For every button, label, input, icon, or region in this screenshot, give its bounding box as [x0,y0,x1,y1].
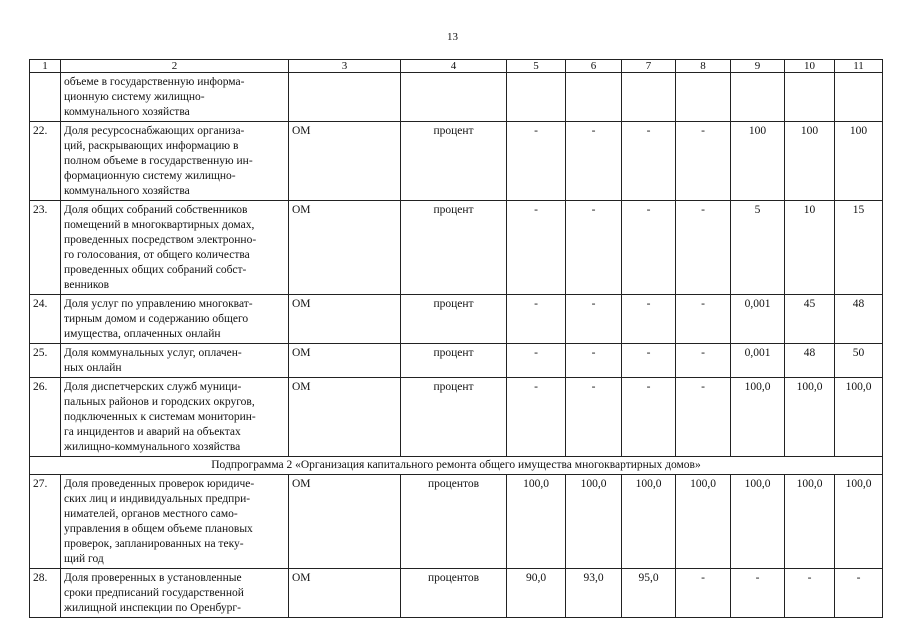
value-cell: - [622,344,676,378]
indicator-type: ОМ [289,122,401,201]
value-cell: - [622,295,676,344]
value-cell: - [566,122,622,201]
unit-cell: процент [401,201,507,295]
column-header: 5 [507,60,566,73]
value-cell: 48 [835,295,883,344]
indicator-name: объеме в государственную информа- ционную систему жилищно- коммунального хозяйства [61,73,289,122]
table-row [30,201,883,295]
indicator-name: Доля диспетчерских служб муници- пальных районов и городских округов, подключенных к системам мониторин- га инцидентов и аварий на объектах жилищно-коммунального хозяйства [61,378,289,457]
value-cell: 100,0 [835,378,883,457]
column-header: 10 [785,60,835,73]
value-cell: - [566,295,622,344]
column-header: 2 [61,60,289,73]
indicator-type: ОМ [289,295,401,344]
value-cell: 100,0 [785,378,835,457]
value-cell [622,73,676,122]
unit-cell: процент [401,122,507,201]
value-cell: 48 [785,344,835,378]
value-cell: - [731,569,785,618]
value-cell: 100,0 [785,475,835,569]
value-cell: 93,0 [566,569,622,618]
page-number: 13 [447,31,458,43]
row-number [30,73,61,122]
unit-cell: процент [401,295,507,344]
column-header: 8 [676,60,731,73]
value-cell: 100 [731,122,785,201]
value-cell: 100 [785,122,835,201]
value-cell: 100,0 [622,475,676,569]
column-header: 9 [731,60,785,73]
value-cell [835,73,883,122]
value-cell: 95,0 [622,569,676,618]
indicator-name: Доля коммунальных услуг, оплачен- ных онлайн [61,344,289,378]
value-cell: - [507,295,566,344]
table-row [30,475,883,569]
indicator-type: ОМ [289,475,401,569]
value-cell: - [785,569,835,618]
indicator-name: Доля услуг по управлению многокват- тирным домом и содержанию общего имущества, оплаченных онлайн [61,295,289,344]
column-header: 7 [622,60,676,73]
column-header: 3 [289,60,401,73]
value-cell: 50 [835,344,883,378]
table-row [30,378,883,457]
value-cell: - [676,344,731,378]
value-cell: - [566,344,622,378]
value-cell: 100,0 [731,475,785,569]
value-cell [566,73,622,122]
indicator-type [289,73,401,122]
value-cell: - [622,122,676,201]
indicator-name: Доля ресурсоснабжающих организа- ций, раскрывающих информацию в полном объеме в государственную ин- формационную систему жилищно- коммунального хозяйства [61,122,289,201]
value-cell: - [566,201,622,295]
indicator-name: Доля общих собраний собственников помещений в многоквартирных домах, проведенных посредством электронно- го голосования, от общего количества проведенных общих собраний собст- венников [61,201,289,295]
value-cell: - [676,378,731,457]
value-cell: - [507,378,566,457]
value-cell: 100,0 [835,475,883,569]
value-cell: 0,001 [731,344,785,378]
value-cell: 5 [731,201,785,295]
row-number: 22. [30,122,61,201]
column-header: 11 [835,60,883,73]
value-cell: - [507,201,566,295]
value-cell [507,73,566,122]
value-cell: - [835,569,883,618]
value-cell: - [676,295,731,344]
indicator-type: ОМ [289,378,401,457]
value-cell: 100,0 [566,475,622,569]
row-number: 26. [30,378,61,457]
header-row [30,60,883,73]
unit-cell [401,73,507,122]
value-cell [676,73,731,122]
indicator-type: ОМ [289,344,401,378]
value-cell: - [622,378,676,457]
table-row [30,344,883,378]
value-cell: - [566,378,622,457]
value-cell: 100,0 [731,378,785,457]
subprogram-title: Подпрограмма 2 «Организация капитального ремонта общего имущества многоквартирных домов» [30,457,883,475]
value-cell [731,73,785,122]
subprogram-row [30,457,883,475]
row-number: 27. [30,475,61,569]
value-cell: 15 [835,201,883,295]
value-cell: - [676,201,731,295]
row-number: 28. [30,569,61,618]
table-row [30,295,883,344]
indicator-type: ОМ [289,569,401,618]
indicator-name: Доля проведенных проверок юридиче- ских лиц и индивидуальных предпри- нимателей, органов местного само- управления в общем объеме плановых проверок, запланированных на теку- щий год [61,475,289,569]
value-cell: 90,0 [507,569,566,618]
indicators-table [29,59,883,618]
indicator-name: Доля проверенных в установленные сроки предписаний государственной жилищной инспекции по Оренбург- [61,569,289,618]
column-header: 4 [401,60,507,73]
value-cell: - [676,569,731,618]
value-cell: - [676,122,731,201]
value-cell: 45 [785,295,835,344]
value-cell: - [507,122,566,201]
table-row [30,73,883,122]
value-cell: 100,0 [507,475,566,569]
unit-cell: процентов [401,475,507,569]
table-row [30,569,883,618]
row-number: 24. [30,295,61,344]
unit-cell: процентов [401,569,507,618]
value-cell [785,73,835,122]
value-cell: - [622,201,676,295]
value-cell: 100 [835,122,883,201]
column-header: 1 [30,60,61,73]
row-number: 25. [30,344,61,378]
table-row [30,122,883,201]
value-cell: - [507,344,566,378]
indicator-type: ОМ [289,201,401,295]
row-number: 23. [30,201,61,295]
value-cell: 100,0 [676,475,731,569]
value-cell: 0,001 [731,295,785,344]
value-cell: 10 [785,201,835,295]
unit-cell: процент [401,378,507,457]
column-header: 6 [566,60,622,73]
unit-cell: процент [401,344,507,378]
